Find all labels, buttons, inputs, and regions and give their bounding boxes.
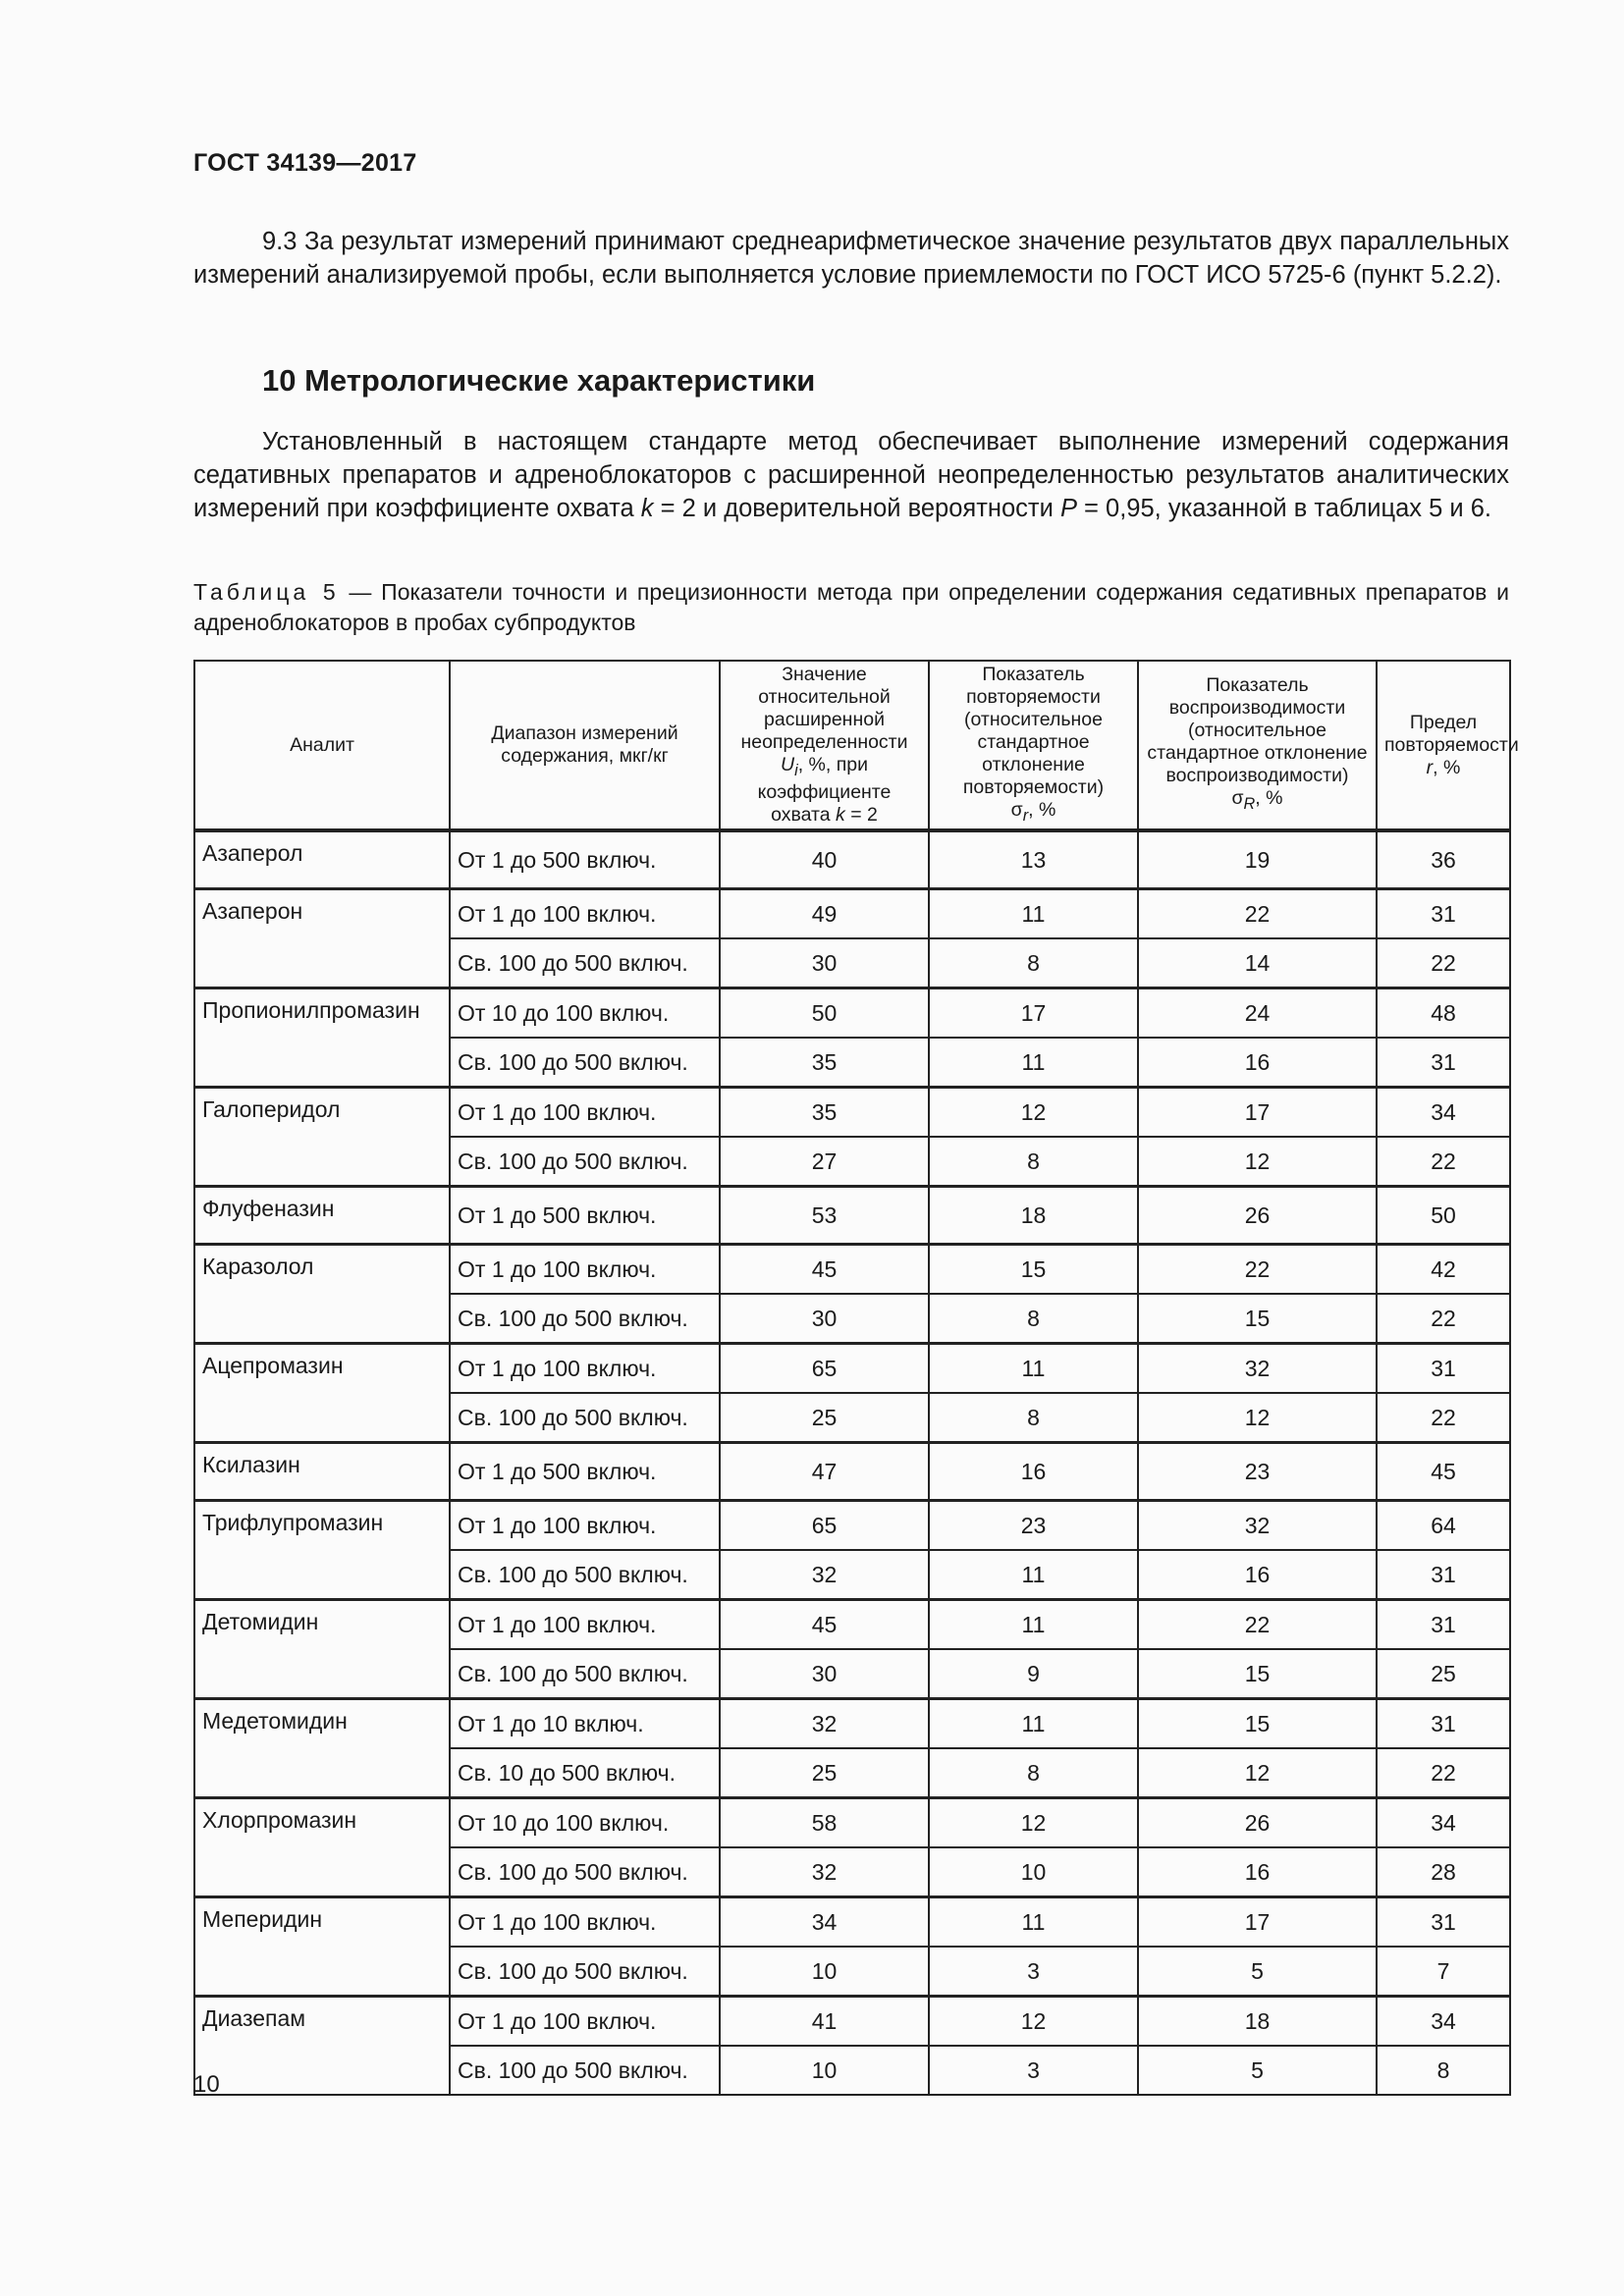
- reproducibility-cell: 15: [1138, 1649, 1377, 1699]
- p-symbol: P: [1059, 495, 1077, 522]
- uncertainty-cell: 32: [720, 1550, 929, 1600]
- reproducibility-cell: 18: [1138, 1997, 1377, 2047]
- header-u-sub: i: [794, 761, 798, 779]
- reproducibility-cell: 17: [1138, 1897, 1377, 1948]
- repeatability-cell: 8: [929, 1748, 1138, 1798]
- uncertainty-cell: 30: [720, 1649, 929, 1699]
- uncertainty-cell: 45: [720, 1600, 929, 1650]
- uncertainty-cell: 58: [720, 1798, 929, 1848]
- range-cell: Св. 100 до 500 включ.: [450, 1137, 720, 1187]
- uncertainty-cell: 35: [720, 1088, 929, 1138]
- header-repeatability: [929, 661, 1138, 830]
- range-cell: От 1 до 100 включ.: [450, 1997, 720, 2047]
- header-sR-sub: R: [1243, 794, 1256, 813]
- paragraph-10: [193, 425, 1509, 525]
- repeatability-cell: 11: [929, 1600, 1138, 1650]
- table-row: [194, 1798, 1510, 1848]
- header-range: Диапазон измерений содержания, мкг/кг: [450, 661, 720, 830]
- table-5-caption: [193, 577, 1509, 638]
- reproducibility-cell: 22: [1138, 889, 1377, 939]
- header-u-text: Значение относительной расширенной неопределенности: [740, 663, 908, 753]
- table-5-caption-text: — Показатели точности и прецизионности метода при определении содержания седативных препаратов и адреноблокаторов в пробах субпродуктов: [193, 579, 1509, 635]
- range-cell: От 1 до 500 включ.: [450, 1443, 720, 1501]
- uncertainty-cell: 32: [720, 1847, 929, 1897]
- table-row: [194, 1501, 1510, 1551]
- header-u-tail-b: = 2: [844, 804, 878, 827]
- range-cell: Св. 10 до 500 включ.: [450, 1748, 720, 1798]
- repeatability-cell: 17: [929, 988, 1138, 1039]
- reproducibility-cell: 32: [1138, 1344, 1377, 1394]
- header-reproducibility: [1138, 661, 1377, 830]
- uncertainty-cell: 45: [720, 1245, 929, 1295]
- analyte-cell: Галоперидол: [194, 1088, 450, 1187]
- limit-cell: 22: [1377, 938, 1510, 988]
- repeatability-cell: 3: [929, 1947, 1138, 1997]
- table-row: [194, 1344, 1510, 1394]
- uncertainty-cell: 47: [720, 1443, 929, 1501]
- limit-cell: 34: [1377, 1798, 1510, 1848]
- reproducibility-cell: 26: [1138, 1187, 1377, 1245]
- limit-cell: 31: [1377, 1600, 1510, 1650]
- reproducibility-cell: 32: [1138, 1501, 1377, 1551]
- range-cell: Св. 100 до 500 включ.: [450, 938, 720, 988]
- uncertainty-cell: 35: [720, 1038, 929, 1088]
- reproducibility-cell: 16: [1138, 1847, 1377, 1897]
- reproducibility-cell: 16: [1138, 1038, 1377, 1088]
- limit-cell: 7: [1377, 1947, 1510, 1997]
- range-cell: От 1 до 100 включ.: [450, 889, 720, 939]
- uncertainty-cell: 25: [720, 1748, 929, 1798]
- reproducibility-cell: 26: [1138, 1798, 1377, 1848]
- k-symbol: k: [640, 495, 654, 522]
- analyte-cell: Меперидин: [194, 1897, 450, 1997]
- range-cell: Св. 100 до 500 включ.: [450, 1550, 720, 1600]
- header-repeatability-limit: [1377, 661, 1519, 830]
- table-5-body: [194, 830, 1510, 2095]
- uncertainty-cell: 10: [720, 1947, 929, 1997]
- limit-cell: 22: [1377, 1137, 1510, 1187]
- page-number: 10: [193, 2071, 220, 2098]
- limit-cell: 31: [1377, 1550, 1510, 1600]
- repeatability-cell: 9: [929, 1649, 1138, 1699]
- table-row: [194, 1600, 1510, 1650]
- uncertainty-cell: 30: [720, 938, 929, 988]
- uncertainty-cell: 53: [720, 1187, 929, 1245]
- range-cell: От 10 до 100 включ.: [450, 1798, 720, 1848]
- paragraph-9-3: 9.3 За результат измерений принимают среднеарифметическое значение результатов двух параллельных измерений анализируемой пробы, если выполняется условие приемлемости по ГОСТ ИСО 5725-6 (пункт 5.2.2).: [193, 228, 1509, 289]
- reproducibility-cell: 12: [1138, 1137, 1377, 1187]
- header-u-unit: , %,: [797, 753, 832, 775]
- repeatability-cell: 3: [929, 2046, 1138, 2095]
- uncertainty-cell: 41: [720, 1997, 929, 2047]
- repeatability-cell: 8: [929, 1294, 1138, 1344]
- table-row: [194, 1897, 1510, 1948]
- table-row: [194, 988, 1510, 1039]
- range-cell: От 1 до 100 включ.: [450, 1088, 720, 1138]
- range-cell: Св. 100 до 500 включ.: [450, 1038, 720, 1088]
- repeatability-cell: 8: [929, 1393, 1138, 1443]
- reproducibility-cell: 24: [1138, 988, 1377, 1039]
- repeatability-cell: 8: [929, 1137, 1138, 1187]
- header-sr-text: Показатель повторяемости (относительное стандартное отклонение повторяемости): [962, 663, 1105, 798]
- limit-cell: 25: [1377, 1649, 1510, 1699]
- document-header: ГОСТ 34139—2017: [193, 149, 417, 177]
- uncertainty-cell: 27: [720, 1137, 929, 1187]
- analyte-cell: Пропионилпромазин: [194, 988, 450, 1088]
- uncertainty-cell: 40: [720, 830, 929, 889]
- uncertainty-cell: 65: [720, 1501, 929, 1551]
- limit-cell: 31: [1377, 1038, 1510, 1088]
- repeatability-cell: 18: [929, 1187, 1138, 1245]
- analyte-cell: Флуфеназин: [194, 1187, 450, 1245]
- repeatability-cell: 11: [929, 1699, 1138, 1749]
- analyte-cell: Хлорпромазин: [194, 1798, 450, 1897]
- range-cell: От 1 до 500 включ.: [450, 1187, 720, 1245]
- range-cell: Св. 100 до 500 включ.: [450, 1847, 720, 1897]
- uncertainty-cell: 30: [720, 1294, 929, 1344]
- reproducibility-cell: 23: [1138, 1443, 1377, 1501]
- repeatability-cell: 15: [929, 1245, 1138, 1295]
- repeatability-cell: 12: [929, 1798, 1138, 1848]
- analyte-cell: Ксилазин: [194, 1443, 450, 1501]
- header-expanded-uncertainty: [720, 661, 929, 830]
- repeatability-cell: 8: [929, 938, 1138, 988]
- table-row: [194, 1443, 1510, 1501]
- header-sr-symbol: σ: [1010, 798, 1023, 821]
- repeatability-cell: 13: [929, 830, 1138, 889]
- repeatability-cell: 11: [929, 1897, 1138, 1948]
- range-cell: От 1 до 100 включ.: [450, 1897, 720, 1948]
- limit-cell: 64: [1377, 1501, 1510, 1551]
- table-row: [194, 1997, 1510, 2047]
- header-sr-unit: , %: [1028, 798, 1056, 821]
- uncertainty-cell: 25: [720, 1393, 929, 1443]
- header-u-k: k: [836, 804, 845, 827]
- table-row: [194, 889, 1510, 939]
- table-row: [194, 830, 1510, 889]
- uncertainty-cell: 34: [720, 1897, 929, 1948]
- limit-cell: 31: [1377, 889, 1510, 939]
- header-sR-symbol: σ: [1231, 787, 1244, 810]
- table-row: [194, 1187, 1510, 1245]
- reproducibility-cell: 19: [1138, 830, 1377, 889]
- range-cell: От 1 до 100 включ.: [450, 1245, 720, 1295]
- limit-cell: 31: [1377, 1897, 1510, 1948]
- reproducibility-cell: 17: [1138, 1088, 1377, 1138]
- analyte-cell: Азаперон: [194, 889, 450, 988]
- range-cell: От 1 до 100 включ.: [450, 1600, 720, 1650]
- header-u-symbol: U: [780, 753, 795, 775]
- repeatability-cell: 11: [929, 889, 1138, 939]
- reproducibility-cell: 12: [1138, 1393, 1377, 1443]
- range-cell: Св. 100 до 500 включ.: [450, 1649, 720, 1699]
- reproducibility-cell: 12: [1138, 1748, 1377, 1798]
- repeatability-cell: 12: [929, 1997, 1138, 2047]
- reproducibility-cell: 15: [1138, 1699, 1377, 1749]
- repeatability-cell: 11: [929, 1550, 1138, 1600]
- range-cell: От 10 до 100 включ.: [450, 988, 720, 1039]
- paragraph-10-part-a: Установленный в настоящем стандарте метод обеспечивает выполнение измерений содержания седативных препаратов и адреноблокаторов с расширенной неопределенностью результатов аналитических измерений при коэффициенте охвата: [193, 428, 1509, 522]
- analyte-cell: Трифлупромазин: [194, 1501, 450, 1600]
- limit-cell: 36: [1377, 830, 1510, 889]
- range-cell: От 1 до 500 включ.: [450, 830, 720, 889]
- analyte-cell: Каразолол: [194, 1245, 450, 1344]
- range-cell: От 1 до 100 включ.: [450, 1344, 720, 1394]
- limit-cell: 48: [1377, 988, 1510, 1039]
- repeatability-cell: 16: [929, 1443, 1138, 1501]
- reproducibility-cell: 15: [1138, 1294, 1377, 1344]
- paragraph-10-part-c: = 0,95, указанной в таблицах 5 и 6.: [1076, 495, 1491, 522]
- table-row: [194, 1088, 1510, 1138]
- repeatability-cell: 11: [929, 1038, 1138, 1088]
- reproducibility-cell: 16: [1138, 1550, 1377, 1600]
- analyte-cell: Медетомидин: [194, 1699, 450, 1798]
- reproducibility-cell: 5: [1138, 2046, 1377, 2095]
- repeatability-cell: 12: [929, 1088, 1138, 1138]
- uncertainty-cell: 10: [720, 2046, 929, 2095]
- analyte-cell: Азаперол: [194, 830, 450, 889]
- header-lim-symbol: r: [1426, 756, 1434, 778]
- range-cell: Св. 100 до 500 включ.: [450, 2046, 720, 2095]
- range-cell: Св. 100 до 500 включ.: [450, 1294, 720, 1344]
- analyte-cell: Детомидин: [194, 1600, 450, 1699]
- limit-cell: 34: [1377, 1997, 1510, 2047]
- uncertainty-cell: 50: [720, 988, 929, 1039]
- limit-cell: 22: [1377, 1748, 1510, 1798]
- limit-cell: 34: [1377, 1088, 1510, 1138]
- limit-cell: 8: [1377, 2046, 1510, 2095]
- reproducibility-cell: 22: [1138, 1245, 1377, 1295]
- table-row: [194, 1699, 1510, 1749]
- header-lim-unit: , %: [1433, 756, 1461, 778]
- reproducibility-cell: 22: [1138, 1600, 1377, 1650]
- limit-cell: 22: [1377, 1393, 1510, 1443]
- repeatability-cell: 23: [929, 1501, 1138, 1551]
- uncertainty-cell: 49: [720, 889, 929, 939]
- repeatability-cell: 10: [929, 1847, 1138, 1897]
- analyte-cell: Диазепам: [194, 1997, 450, 2096]
- header-sr-sub: r: [1022, 806, 1029, 825]
- reproducibility-cell: 5: [1138, 1947, 1377, 1997]
- limit-cell: 28: [1377, 1847, 1510, 1897]
- table-header-row: [194, 661, 1510, 830]
- paragraph-10-part-b: = 2 и доверительной вероятности: [653, 495, 1060, 522]
- limit-cell: 42: [1377, 1245, 1510, 1295]
- analyte-cell: Ацепромазин: [194, 1344, 450, 1443]
- header-sR-unit: , %: [1255, 787, 1283, 810]
- limit-cell: 22: [1377, 1294, 1510, 1344]
- table-5: [193, 660, 1519, 2096]
- reproducibility-cell: 14: [1138, 938, 1377, 988]
- range-cell: Св. 100 до 500 включ.: [450, 1393, 720, 1443]
- limit-cell: 31: [1377, 1699, 1510, 1749]
- table-5-label: Таблица 5: [193, 579, 340, 605]
- section-10-title: 10 Метрологические характеристики: [262, 363, 816, 398]
- header-analyte: Аналит: [194, 661, 450, 830]
- range-cell: От 1 до 10 включ.: [450, 1699, 720, 1749]
- repeatability-cell: 11: [929, 1344, 1138, 1394]
- limit-cell: 31: [1377, 1344, 1510, 1394]
- limit-cell: 45: [1377, 1443, 1510, 1501]
- header-sR-text: Показатель воспроизводимости (относительное стандартное отклонение воспроизводимости): [1147, 674, 1368, 787]
- header-lim-text: Предел повторяемости: [1384, 711, 1519, 756]
- uncertainty-cell: 32: [720, 1699, 929, 1749]
- range-cell: От 1 до 100 включ.: [450, 1501, 720, 1551]
- uncertainty-cell: 65: [720, 1344, 929, 1394]
- header-u-tail: при коэффициенте охвата: [757, 753, 892, 827]
- table-row: [194, 1245, 1510, 1295]
- range-cell: Св. 100 до 500 включ.: [450, 1947, 720, 1997]
- limit-cell: 50: [1377, 1187, 1510, 1245]
